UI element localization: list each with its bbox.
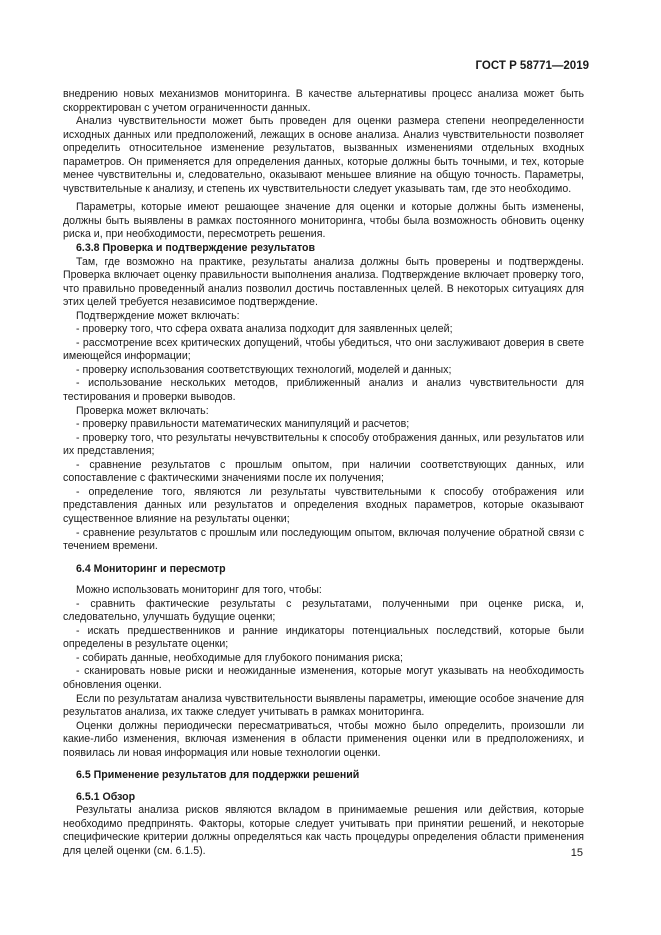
paragraph: Проверка может включать: (76, 404, 209, 417)
section-heading: 6.5 Применение результатов для поддержки решений (76, 769, 360, 782)
list-item: - проверку того, что сфера охвата анализа подходит для заявленных целей; (76, 323, 453, 336)
paragraph: Если по результатам анализа чувствительности выявлены параметры, имеющие особое значение для результатов анализа, их также следует учитывать в рамках мониторинга. (63, 692, 584, 719)
list-item: - собирать данные, необходимые для глубокого понимания риска; (76, 651, 403, 664)
paragraph: Оценки должны периодически пересматриваться, чтобы можно было определить, произошли ли какие-либо изменения, включая изменения в области применения оценки или в предположениях, и появилась ли новая информация или новые технологии оценки. (63, 719, 584, 759)
list-item: - сравнить фактические результаты с результатами, полученными при оценке риска, и, следовательно, улучшать будущие оценки; (63, 597, 584, 624)
list-item: - проверку того, что результаты нечувствительны к способу отображения данных, или результатов или их представления; (63, 431, 584, 458)
paragraph: внедрению новых механизмов мониторинга. В качестве альтернативы процесс анализа может быть скорректирован с учетом ограниченности данных. (63, 88, 584, 114)
list-item: - сравнение результатов с прошлым опытом, при наличии соответствующих данных, или сопоставление с фактическими значениями после их получения; (63, 458, 584, 485)
paragraph: Подтверждение может включать: (76, 309, 240, 322)
list-item: - сравнение результатов с прошлым или последующим опытом, включая получение обратной связи с течением времени. (63, 526, 584, 553)
paragraph: Можно использовать мониторинг для того, чтобы: (76, 584, 322, 597)
section-heading: 6.3.8 Проверка и подтверждение результатов (76, 242, 316, 255)
paragraph: Параметры, которые имеют решающее значение для оценки и которые должны быть изменены, должны быть выявлены в рамках постоянного мониторинга, чтобы была возможность обновить оценку риска и, при необходимости, пересмотреть решения. (63, 201, 584, 241)
paragraph: Анализ чувствительности может быть проведен для оценки размера степени неопределенности исходных данных или предположений, лежащих в основе анализа. Анализ чувствительности позволяет определить относительное изменение результатов, вызванных изменениями отдельных входных параметров. Он применяется для определения данных, которые должны быть точными, и тех, которые менее чувствительны и, следовательно, оказывают меньшее влияние на общую точность. Параметры, чувствительные к анализу, и степень их чувствительности следует указывать там, где это необходимо. (63, 115, 584, 195)
list-item: - сканировать новые риски и неожиданные изменения, которые могут указывать на необходимость обновления оценки. (63, 665, 584, 691)
list-item: - использование нескольких методов, приближенный анализ и анализ чувствительности для тестирования и проверки выводов. (63, 377, 584, 404)
section-heading: 6.5.1 Обзор (76, 790, 136, 803)
list-item: - проверку правильности математических манипуляций и расчетов; (76, 418, 410, 431)
list-item: - проверку использования соответствующих технологий, моделей и данных; (76, 363, 452, 376)
page-body (63, 88, 584, 859)
paragraph: Результаты анализа рисков являются вкладом в принимаемые решения или действия, которые необходимо предпринять. Факторы, которые следует учитывать при принятии решений, и некоторые специфические критерии должны определяться как часть процедуры определения области применения для целей оценки (см. 6.1.5). (63, 804, 584, 857)
list-item: - определение того, являются ли результаты чувствительными к способу отображения или представления данных или результатов и определения входных параметров, которые оказывают существенное влияние на результаты оценки; (63, 485, 584, 525)
page-number: 15 (570, 847, 583, 859)
section-heading: 6.4 Мониторинг и пересмотр (76, 562, 226, 575)
list-item: - искать предшественников и ранние индикаторы потенциальных последствий, которые были определены в результате оценки; (63, 624, 584, 651)
paragraph: Там, где возможно на практике, результаты анализа должны быть проверены и подтверждены. Проверка включает оценку правильности выполнения анализа. Подтверждение включает проверку того, что правильно проведенный анализ позволил достичь поставленных целей. В некоторых ситуациях для этих целей требуется независимое подтверждение. (63, 255, 584, 309)
standard-header: ГОСТ Р 58771—2019 (475, 60, 589, 72)
list-item: - рассмотрение всех критических допущений, чтобы убедиться, что они заслуживают доверия в свете имеющейся информации; (63, 336, 584, 363)
